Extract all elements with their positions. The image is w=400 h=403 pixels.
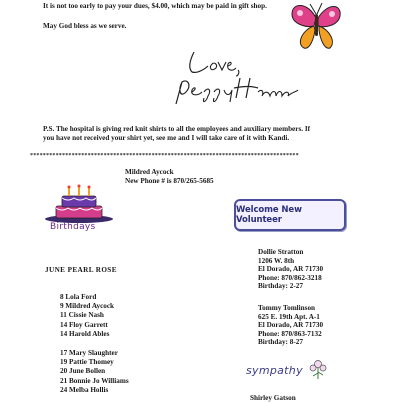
volunteer-address-1 bbox=[258, 248, 323, 291]
list-item: 9 Mildred Aycock bbox=[60, 302, 115, 311]
list-item: 19 Pattie Thomey bbox=[60, 358, 114, 367]
volunteer-street: 625 E. 19th Apt. A-1 bbox=[258, 312, 320, 321]
sympathy-label: sympathy bbox=[246, 364, 303, 377]
list-item: 21 Bonnie Jo Williams bbox=[60, 376, 129, 385]
flower-icon bbox=[308, 358, 328, 380]
list-item: 11 Cissie Nash bbox=[60, 311, 104, 320]
volunteer-phone: Phone: 870/863-7132 bbox=[258, 329, 322, 338]
volunteer-city: El Dorado, AR 71730 bbox=[258, 265, 324, 274]
welcome-banner-text: Welcome New Volunteer bbox=[236, 205, 302, 225]
volunteer-street: 1206 W. 8th bbox=[258, 256, 295, 265]
volunteer-name: Dollie Stratton bbox=[258, 248, 304, 256]
phone-notice bbox=[125, 168, 214, 185]
birthday-list bbox=[60, 293, 129, 395]
sympathy-name: Shirley Gatson bbox=[250, 394, 296, 402]
list-item: 24 Melba Hollis bbox=[60, 385, 109, 394]
dues-line: It is not too early to pay your dues, $4.00, which may be paid in gift shop. bbox=[43, 2, 267, 10]
volunteer-address-2 bbox=[258, 304, 323, 347]
birthday-cake-icon bbox=[42, 184, 116, 224]
volunteer-city: El Dorado, AR 71730 bbox=[258, 321, 324, 330]
birthdays-heading: JUNE PEARL ROSE bbox=[45, 266, 117, 274]
star-divider: ************************************************************************************ bbox=[30, 153, 299, 159]
list-item: 14 Harold Ables bbox=[60, 329, 110, 338]
list-item: 14 Floy Garrett bbox=[60, 320, 108, 329]
volunteer-phone: Phone: 870/862-3218 bbox=[258, 273, 322, 282]
welcome-banner bbox=[234, 199, 346, 231]
volunteer-birthday: Birthday: 8-27 bbox=[258, 338, 303, 347]
list-item: 8 Lola Ford bbox=[60, 293, 97, 301]
ps-paragraph: P.S. The hospital is giving red knit shirts to all the employees and auxiliary members. If you have not received your shirt yet, see me and I will take care of it with Kandi. bbox=[43, 125, 311, 142]
blessing-line: May God bless as we serve. bbox=[43, 22, 127, 30]
signature-image bbox=[168, 42, 308, 108]
phone-notice-number: New Phone # is 870/265-5685 bbox=[125, 176, 214, 185]
birthdays-label: Birthdays bbox=[50, 222, 96, 232]
phone-notice-name: Mildred Aycock bbox=[125, 168, 174, 176]
list-item: 17 Mary Slaughter bbox=[60, 348, 118, 357]
list-item: 20 June Bollen bbox=[60, 367, 106, 376]
volunteer-name: Tommy Tomlinson bbox=[258, 304, 316, 312]
volunteer-birthday: Birthday: 2-27 bbox=[258, 282, 303, 291]
